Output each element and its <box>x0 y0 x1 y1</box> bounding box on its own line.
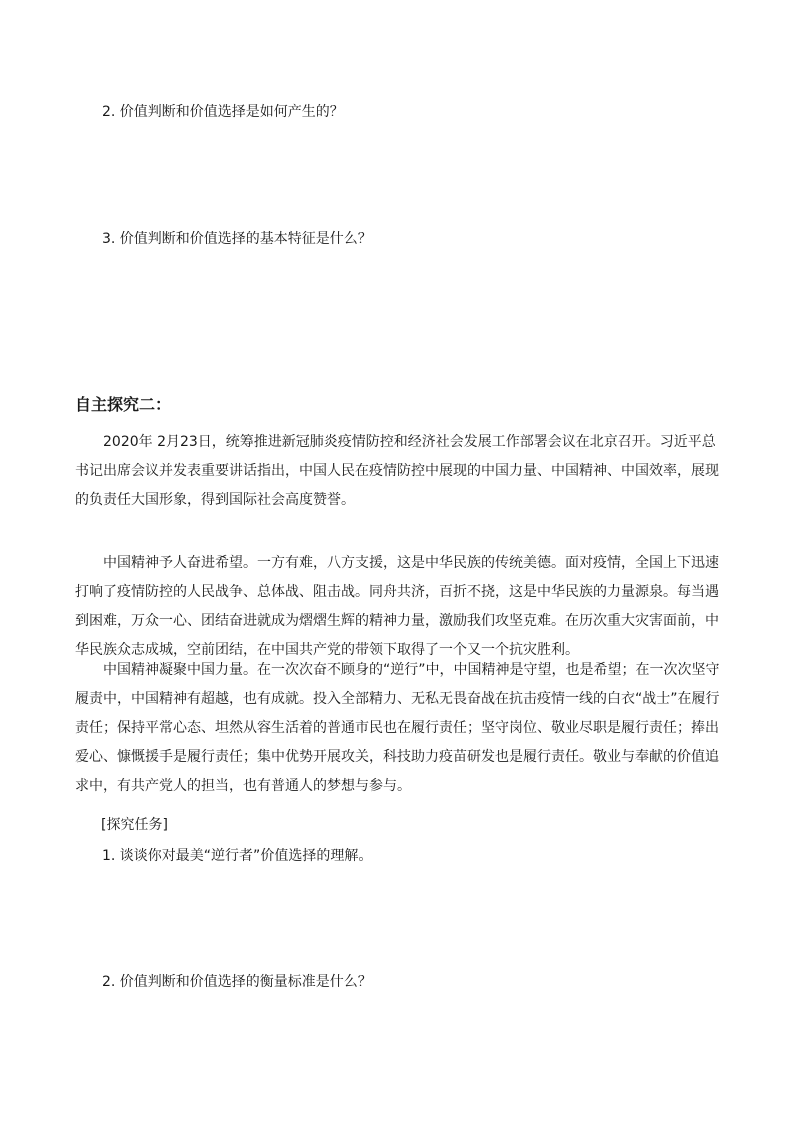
question-text: 2. 价值判断和价值选择是如何产生的？ <box>102 104 344 120</box>
section-heading: 自主探究二： <box>75 395 172 414</box>
task-question: 2. 价值判断和价值选择的衡量标准是什么？ <box>102 974 372 990</box>
task-question: 1. 谈谈你对最美“逆行者”价值选择的理解。 <box>102 848 373 864</box>
paragraph: 中国精神凝聚中国力量。在一次次奋不顾身的“逆行”中，中国精神是守望，也是希望；在一次次坚守履责中，中国精神有超越，也有成就。投入全部精力、无私无畏奋战在抗击疫情一线的白衣“战士”在履行责任；保持平常心态、坦然从容生活着的普通市民也在履行责任；坚守岗位、敬业尽职是履行责任；捧出爱心、慷慨援手是履行责任；集中优势开展攻关，科技助力疫苗研发也是履行责任。敬业与奉献的价值追求中，有共产党人的担当，也有普通人的梦想与参与。 <box>75 662 720 794</box>
task-header: [探究任务] <box>101 817 168 833</box>
question-text: 3. 价值判断和价值选择的基本特征是什么？ <box>102 231 372 247</box>
paragraph: 中国精神予人奋进希望。一方有难，八方支援，这是中华民族的传统美德。面对疫情，全国上下迅速打响了疫情防控的人民战争、总体战、阻击战。同舟共济，百折不挠，这是中华民族的力量源泉。每当遇到困难，万众一心、团结奋进就成为熠熠生辉的精神力量，激励我们攻坚克难。在历次重大灾害面前，中华民族众志成城，空前团结，在中国共产党的带领下取得了一个又一个抗灾胜利。 <box>75 555 719 658</box>
paragraph: 2020年 2月23日，统筹推进新冠肺炎疫情防控和经济社会发展工作部署会议在北京召开。习近平总书记出席会议并发表重要讲话指出，中国人民在疫情防控中展现的中国力量、中国精神、中国效率，展现的负责任大国形象，得到国际社会高度赞誉。 <box>75 434 719 508</box>
